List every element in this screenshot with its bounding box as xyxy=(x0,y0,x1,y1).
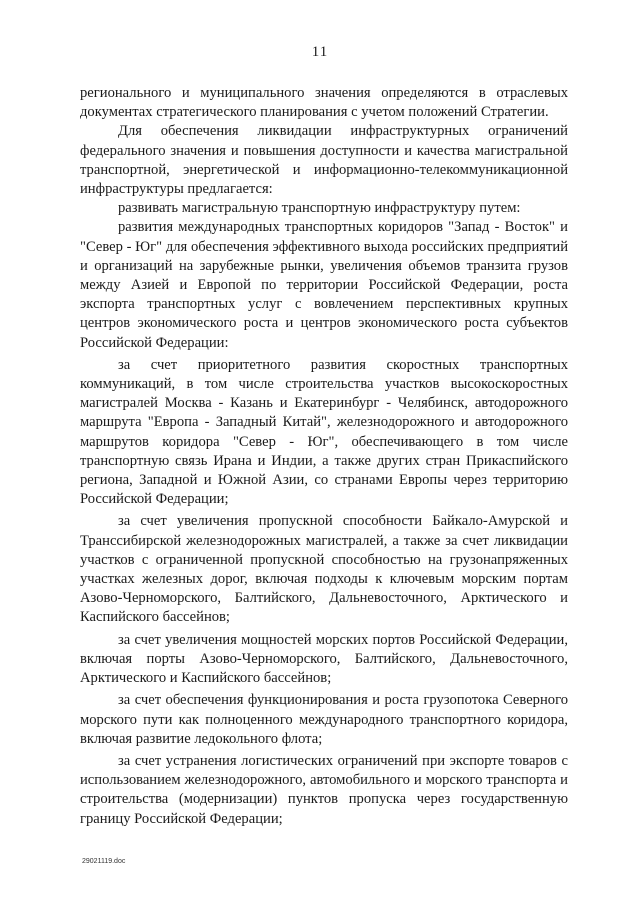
document-body xyxy=(80,84,568,829)
paragraph-corridors: развития международных транспортных коридоров "Запад - Восток" и "Север - Юг" для обеспечения эффективного выхода российских предприятий и организаций на зарубежные рынки, увеличения объемов транзита грузов между Азией и Европой по территории Российской Федерации, роста экспорта транспортных услуг с вовлечением перспективных крупных центров экономического роста и центров экономического роста субъектов Российской Федерации: xyxy=(80,219,568,351)
paragraph-intro: Для обеспечения ликвидации инфраструктурных ограничений федерального значения и повышения доступности и качества магистральной транспортной, энергетической и информационно-телекоммуникационной инфраструктуры предлагается: xyxy=(80,123,568,198)
file-code: 29021119.doc xyxy=(82,858,126,865)
page-number: 11 xyxy=(311,44,329,60)
paragraph-seaports: за счет увеличения мощностей морских портов Российской Федерации, включая порты Азово-Черноморского, Балтийского, Дальневосточного, Арктического и Каспийского бассейнов; xyxy=(80,631,568,687)
paragraph-railways: за счет увеличения пропускной способности Байкало-Амурской и Транссибирской железнодорожных магистралей, а также за счет ликвидации участков с ограниченной пропускной способностью на грузонапряженных участках железных дорог, включая подходы к ключевым морским портам Азово-Черноморского, Балтийского, Дальневосточного, Арктического и Каспийского бассейнов; xyxy=(80,513,568,626)
paragraph-continuation: регионального и муниципального значения определяются в отраслевых документах стратегического планирования с учетом положений Стратегии. xyxy=(80,85,568,121)
paragraph-high-speed: за счет приоритетного развития скоростных транспортных коммуникаций, в том числе строительства участков высокоскоростных магистралей Москва - Казань и Екатеринбург - Челябинск, автодорожного маршрута "Европа - Западный Китай", железнодорожного и автодорожного маршрутов коридора "Север - Юг", обеспечивающего в том числе транспортную связь Ирана и Индии, а также других стран Прикаспийского региона, Западной и Южной Азии, со странами Европы через территорию Российской Федерации; xyxy=(80,356,568,508)
paragraph-logistics: за счет устранения логистических ограничений при экспорте товаров с использованием железнодорожного, автомобильного и морского транспорта и строительства (модернизации) пунктов пропуска через государственную границу Российской Федерации; xyxy=(80,752,568,827)
paragraph-northern-sea-route: за счет обеспечения функционирования и роста грузопотока Северного морского пути как полноценного международного транспортного коридора, включая развитие ледокольного флота; xyxy=(80,692,568,747)
paragraph-lead: развивать магистральную транспортную инфраструктуру путем: xyxy=(118,200,521,217)
